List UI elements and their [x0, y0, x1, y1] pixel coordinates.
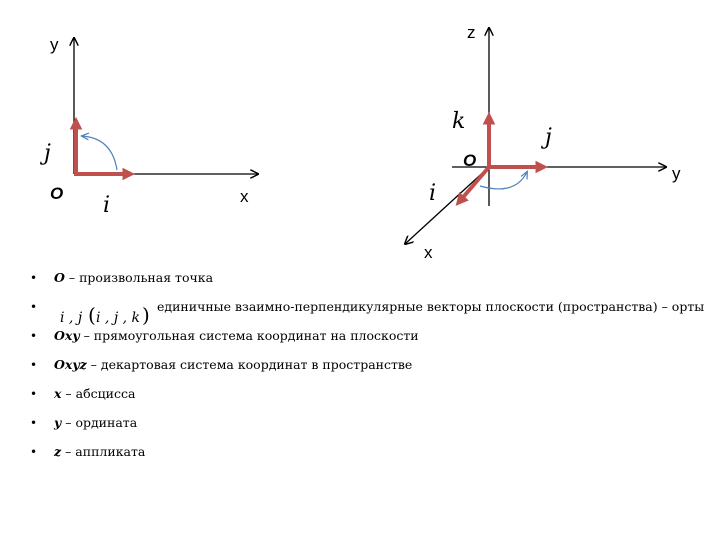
definition-term: O [54, 270, 65, 285]
definition-oxyz [30, 357, 710, 386]
definition-origin [30, 270, 710, 299]
rotation-arc-2d [82, 136, 117, 170]
origin-label-2d: O [50, 184, 64, 203]
bullet-marker: • [30, 271, 38, 285]
x-axis-3d [405, 167, 489, 244]
vector-i-label-3d: i [429, 181, 437, 206]
bullet-marker: • [30, 358, 38, 372]
bullet-marker: • [30, 416, 38, 430]
definition-term: x [54, 386, 62, 401]
x-axis-label-2d: x [240, 187, 249, 206]
definition-y [30, 415, 710, 444]
definition-text: – произвольная точка [64, 270, 214, 285]
rotation-arc-3d [480, 172, 527, 189]
definition-term: Oxyz [54, 357, 87, 372]
definition-text: единичные взаимно-перпендикулярные векторы плоскости (пространства) – орты [157, 299, 705, 314]
z-axis-label-3d: z [467, 23, 476, 42]
vector-i-label-2d: i [103, 193, 111, 218]
bullet-marker: • [30, 300, 38, 314]
definitions-list [30, 270, 710, 473]
y-axis-label-2d: y [50, 35, 59, 54]
formula-close-paren: ) [142, 303, 150, 327]
definition-unit-vectors [30, 299, 710, 328]
bullet-marker: • [30, 445, 38, 459]
formula-open-paren: ( [88, 303, 96, 327]
definition-text: – аппликата [61, 444, 146, 459]
definition-term: y [54, 415, 62, 430]
plane-coordinate-system [39, 35, 258, 218]
definition-term: Oxy [54, 328, 80, 343]
definition-z [30, 444, 710, 473]
vector-i-3d [459, 167, 489, 202]
bullet-marker: • [30, 387, 38, 401]
vector-j-label-3d: j [545, 125, 552, 150]
definition-text: – прямоугольная система координат на плоскости [79, 328, 419, 343]
vector-j-label-2d: j [44, 141, 51, 166]
definition-oxy [30, 328, 710, 357]
y-axis-label-3d: y [672, 164, 681, 183]
formula-plane-vectors: i , j [60, 310, 83, 326]
origin-label-3d: O [463, 151, 477, 170]
definition-text: – ордината [61, 415, 138, 430]
definition-text: – декартовая система координат в пространстве [86, 357, 413, 372]
definition-text: – абсцисса [61, 386, 136, 401]
x-axis-label-3d: x [424, 243, 433, 262]
space-coordinate-system [405, 23, 681, 262]
vector-k-label-3d: k [452, 109, 466, 134]
formula-space-vectors: i , j , k [96, 310, 141, 326]
definition-x [30, 386, 710, 415]
definition-term: z [54, 444, 62, 459]
bullet-marker: • [30, 329, 38, 343]
